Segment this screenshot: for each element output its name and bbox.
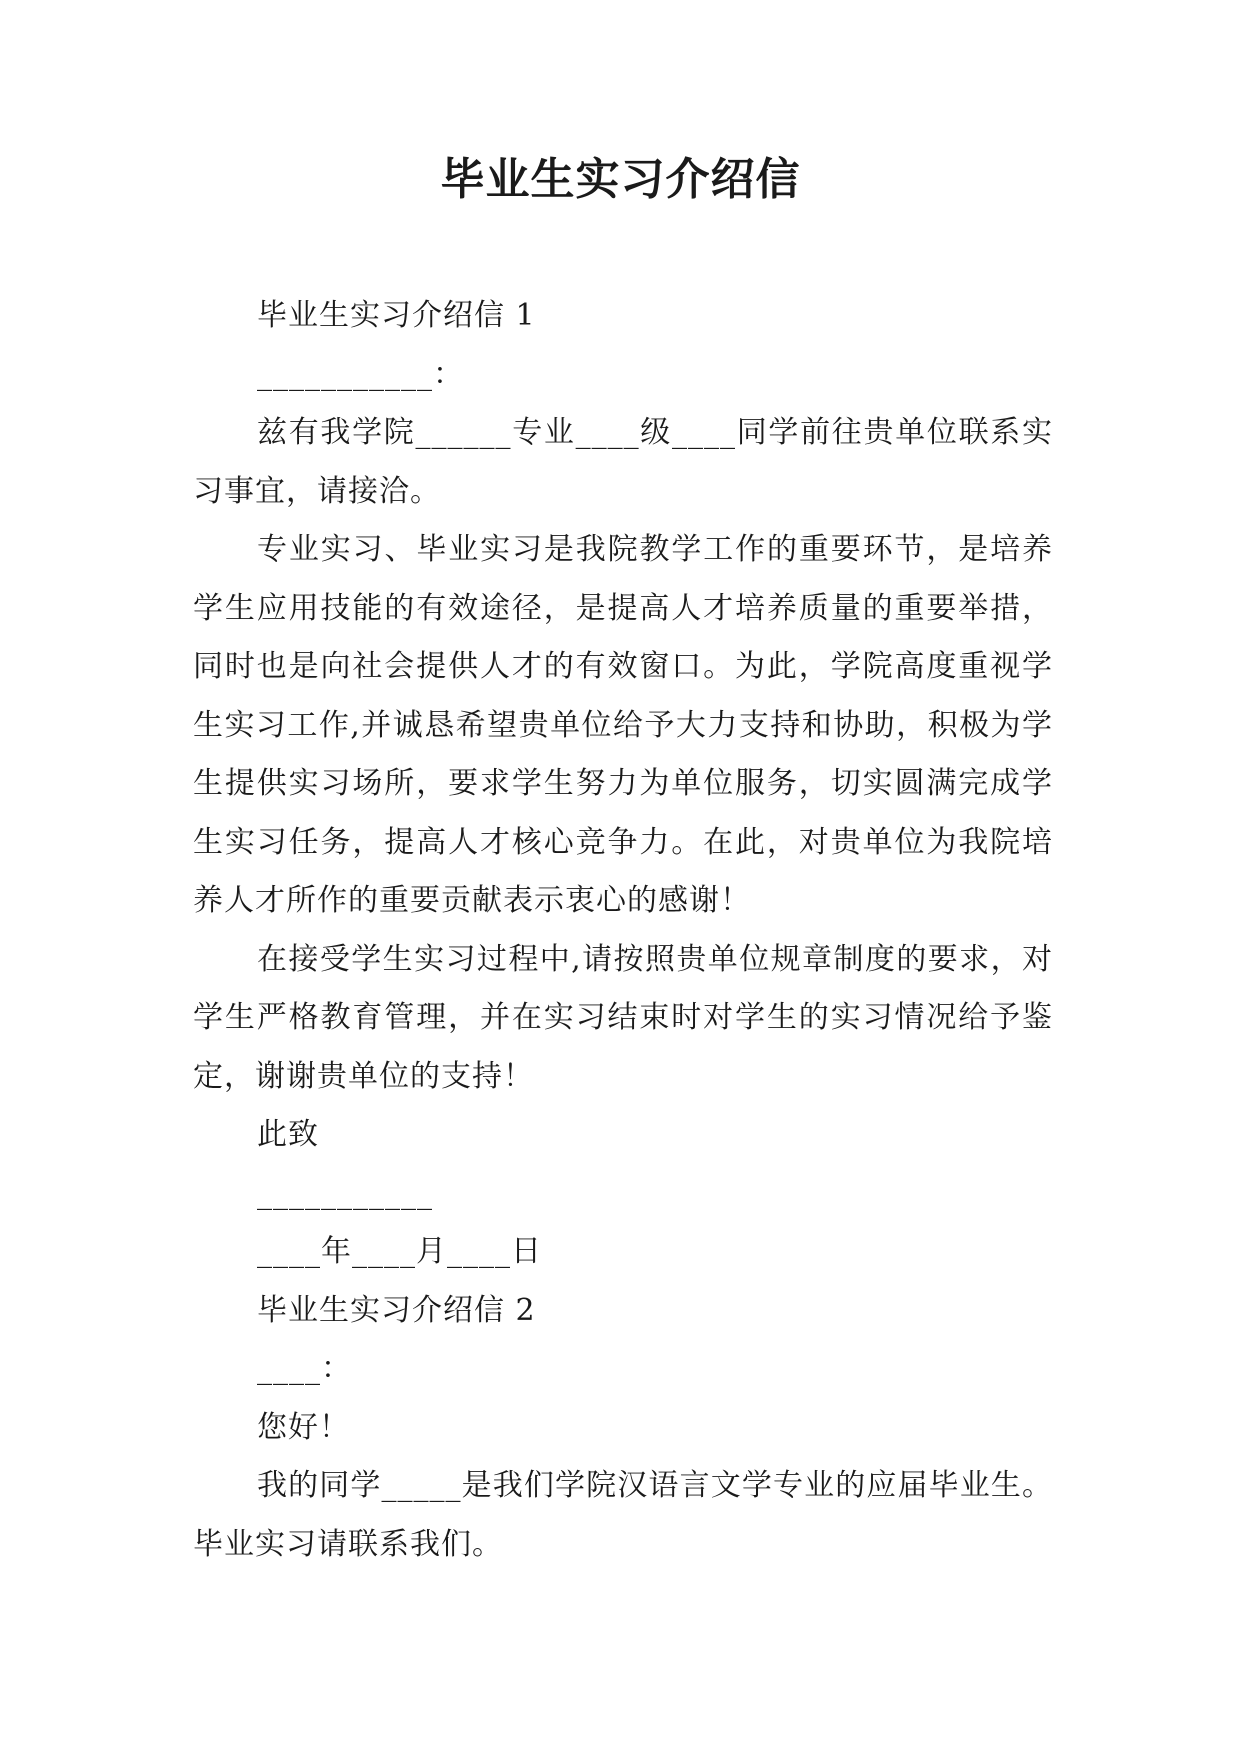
- letter1-heading: 毕业生实习介绍信 1: [257, 298, 536, 333]
- letter2-greeting: 您好！: [257, 1409, 350, 1445]
- letter2-heading: 毕业生实习介绍信 2: [257, 1292, 536, 1328]
- letter1-closing: 此致: [257, 1117, 319, 1152]
- letter1-paragraph-request: 在接受学生实习过程中,请按照贵单位规章制度的要求，对学生严格教育管理，并在实习结束时对学生的实习情况给予鉴定，谢谢贵单位的支持！: [193, 941, 1053, 1094]
- letter2-salutation: ____：: [257, 1351, 352, 1386]
- letter2-paragraph-intro: 我的同学_____是我们学院汉语言文学专业的应届毕业生。毕业实习请联系我们。: [193, 1468, 1053, 1562]
- document-title: 毕业生实习介绍信: [440, 154, 801, 205]
- letter1-date-line: ____年____月____日: [257, 1234, 542, 1269]
- letter1-paragraph-purpose: 专业实习、毕业实习是我院教学工作的重要环节，是培养学生应用技能的有效途径，是提高人才培养质量的重要举措，同时也是向社会提供人才的有效窗口。为此，学院高度重视学生实习工作,并诚恳希望贵单位给予大力支持和协助，积极为学生提供实习场所，要求学生努力为单位服务，切实圆满完成学生实习任务，提高人才核心竞争力。在此，对贵单位为我院培养人才所作的重要贡献表示衷心的感谢！: [193, 532, 1053, 918]
- document-body: [193, 287, 1053, 1574]
- letter1-paragraph-intro: 兹有我学院______专业____级____同学前往贵单位联系实习事宜，请接洽。: [193, 415, 1053, 509]
- letter1-salutation: ___________：: [257, 356, 464, 392]
- letter1-signature-line: ___________: [257, 1175, 433, 1211]
